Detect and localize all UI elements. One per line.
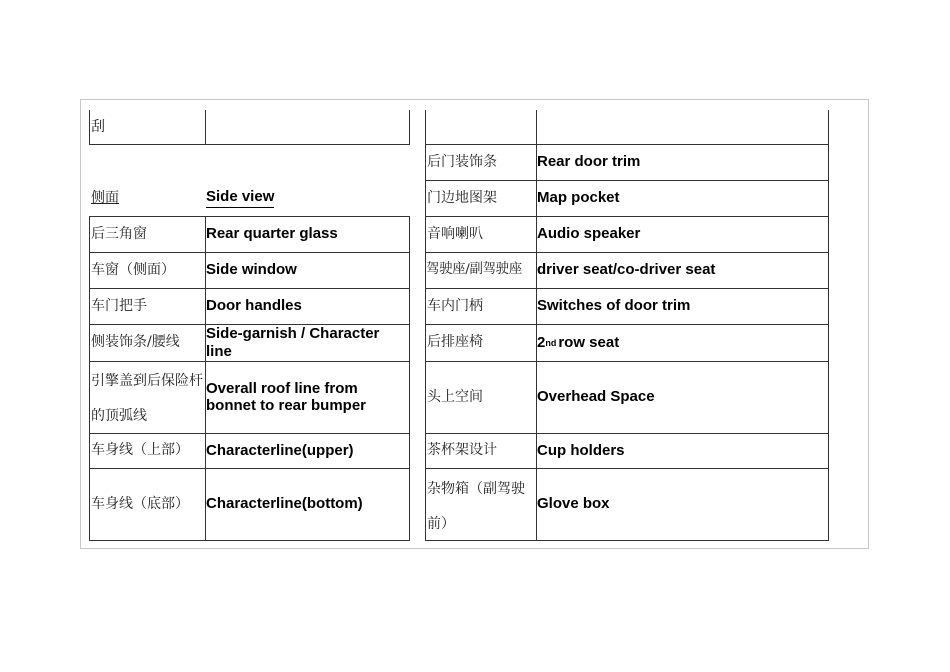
term-en: Characterline(bottom): [206, 495, 363, 513]
term-en: Characterline(upper): [206, 441, 354, 459]
section-heading-en: [205, 180, 409, 216]
term-zh: 车身线（上部）: [91, 442, 189, 459]
term-zh: 门边地图架: [427, 189, 497, 206]
term-zh: 车身线（底部）: [91, 495, 189, 512]
rule: [89, 540, 410, 541]
term-en: Switches of door trim: [537, 297, 691, 315]
term-en: Door handles: [206, 297, 302, 315]
term-en-rest: row seat: [558, 333, 620, 351]
rule: [409, 110, 410, 145]
term-en-ordinal: nd: [545, 338, 557, 349]
term-en: Overall roof line from bonnet to rear bumper: [206, 379, 367, 414]
term-zh: 后排座椅: [427, 334, 483, 351]
section-heading-en-text: Side view: [206, 188, 274, 207]
term-en: Glove box: [537, 495, 610, 513]
section-heading-zh: 侧面: [91, 189, 119, 206]
rule: [409, 216, 410, 541]
term-zh: 音响喇叭: [427, 225, 483, 242]
term-en: Rear door trim: [537, 153, 641, 171]
term-zh: 刮: [91, 118, 105, 135]
term-en: Overhead Space: [537, 388, 655, 406]
term-en: [536, 110, 828, 144]
term-en: Rear quarter glass: [206, 225, 338, 243]
term-en: driver seat/co-driver seat: [537, 261, 716, 279]
term-zh: 头上空间: [427, 388, 483, 405]
rule: [828, 110, 829, 541]
term-en: [536, 324, 828, 361]
term-en: Map pocket: [537, 189, 620, 207]
term-zh: 引擎盖到后保险杆的顶弧线: [91, 373, 203, 424]
rule: [425, 540, 829, 541]
term-zh: 后门装饰条: [427, 153, 497, 170]
term-en: Side window: [206, 261, 297, 279]
term-en: Audio speaker: [537, 225, 641, 243]
term-zh: 驾驶座/副驾驶座: [426, 261, 522, 277]
term-zh: 杂物箱（副驾驶前）: [427, 481, 525, 532]
term-zh: 车内门柄: [427, 297, 483, 314]
term-en: Side-garnish / Character line: [206, 325, 380, 360]
term-zh: 侧装饰条/腰线: [91, 334, 180, 351]
rule: [205, 110, 206, 145]
rule: [89, 144, 410, 145]
term-zh: [425, 110, 536, 144]
term-zh: 车窗（侧面）: [91, 261, 175, 278]
term-en: Cup holders: [537, 441, 625, 459]
term-zh: 车门把手: [91, 297, 147, 314]
term-en-number: 2: [537, 333, 546, 351]
term-zh: 茶杯架设计: [427, 442, 497, 459]
term-zh: 后三角窗: [91, 225, 147, 242]
